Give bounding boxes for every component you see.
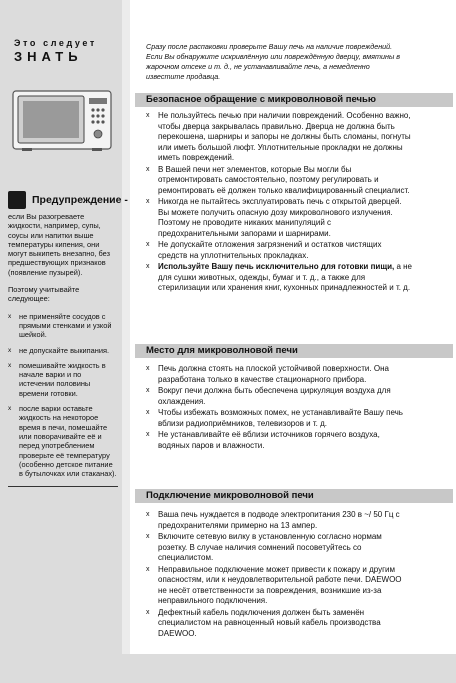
section-list-location (146, 364, 412, 452)
warning-item: x не применяйте сосудов с прямыми стенками и узкой шейкой. (8, 312, 118, 340)
section-title: Место для микроволновой печи (146, 345, 298, 356)
list-item: x Дефектный кабель подключения должен быть заменён специалистом на равноценный новый кабель производства DAEWOO. (146, 608, 412, 640)
warning-item: x после варки оставьте жидкость на некоторое время в печи, помешайте или поворачивайте её и перед употреблением проверьте её температуру (особенно детское питание в бутылочках или стаканах). (8, 404, 118, 478)
warning-hand-icon (8, 191, 26, 209)
microwave-oven-icon (12, 90, 112, 152)
warning-text: если Вы разогреваете жидкости, например, супы, соусы или напитки выше температуры кипения, они могут выкипеть внезапно, без предшествующих признаков (появление пузырей). (8, 212, 111, 277)
know-heading-line2: ЗНАТЬ (14, 49, 83, 64)
warning-title: Предупреждение - (32, 194, 128, 206)
list-item: x Не устанавливайте её вблизи источников горячего воздуха, водяных паров и влажности. (146, 430, 412, 451)
list-item: x Не допускайте отложения загрязнений и остатков чистящих средств на уплотнительных прокладках. (146, 240, 412, 261)
list-item: x Не пользуйтесь печью при наличии повреждений. Особенно важно, чтобы дверца закрывалась правильно. Дверца не должна быть перекошена, шарниры и запоры не должны быть сломаны, погнуты или иметь большой люфт. Уплотнительные прокладки не должны иметь повреждений. (146, 111, 412, 164)
list-item: x Неправильное подключение может привести к пожару и другим опасностям, или к неудовлетворительной работе печи. DAEWOO не несёт ответственности за повреждения, возникшие из-за неправильного подключения. (146, 565, 412, 607)
list-item: x Никогда не пытайтесь эксплуатировать печь с открытой дверцей. Вы можете получить опасную дозу микроволнового излучения. Поэтому не проводите никаких манипуляций с предохранительными запорами и шарнирами. (146, 197, 412, 239)
section-title: Безопасное обращение с микроволновой печью (146, 94, 376, 105)
know-heading (14, 38, 97, 64)
warning-heading (8, 191, 128, 209)
bold-lead: Используйте Вашу печь исключительно для готовки пищи, (158, 262, 395, 271)
section-header (135, 344, 453, 358)
know-heading-line1: Это следует (14, 38, 97, 48)
consider-text: Поэтому учитывайте следующее: (8, 285, 80, 304)
list-item: x Вокруг печи должна быть обеспечена циркуляция воздуха для охлаждения. (146, 386, 412, 407)
list-item (146, 262, 412, 294)
intro-paragraph: Сразу после распаковки проверьте Вашу печь на наличие повреждений. Если Вы обнаружите искривлённую или повреждённую дверцу, вмятины в жарочном отсеке и т. д., не устанавливайте печь, а немедленно известите продавца. (146, 42, 400, 81)
footer-band (0, 654, 456, 683)
list-item: x Печь должна стоять на плоской устойчивой поверхности. Она разработана только в качестве стационарного прибора. (146, 364, 412, 385)
section-list-safety (146, 111, 412, 295)
section-list-connection (146, 510, 412, 640)
list-item: x Чтобы избежать возможных помех, не устанавливайте Вашу печь вблизи радиоприёмников, телевизоров и т. д. (146, 408, 412, 429)
list-item: x Включите сетевую вилку в установленную согласно нормам розетку. В случае наличия сомнений посоветуйтесь со специалистом. (146, 532, 412, 564)
item-rest: а не для сушки животных, одежды, бумаг и т. д., а также для стерилизации или хранения книг, кухонных принадлежностей и т. д. (158, 262, 412, 292)
section-header (135, 489, 453, 503)
section-header (135, 93, 453, 107)
list-item: x В Вашей печи нет элементов, которые Вы могли бы отремонтировать самостоятельно, поэтому регулировать и ремонтировать её должен только квалифицированный специалист. (146, 165, 412, 197)
warning-item: x помешивайте жидкость в начале варки и по истечении половины времени готовки. (8, 361, 118, 398)
warning-item: x не допускайте выкипания. (8, 346, 118, 355)
warning-box (8, 212, 118, 484)
sidebar-divider (122, 0, 130, 683)
warning-divider (8, 486, 118, 487)
section-title: Подключение микроволновой печи (146, 490, 314, 501)
list-item: x Ваша печь нуждается в подводе электропитания 230 в ~/ 50 Гц с предохранителями примерно на 13 ампер. (146, 510, 412, 531)
